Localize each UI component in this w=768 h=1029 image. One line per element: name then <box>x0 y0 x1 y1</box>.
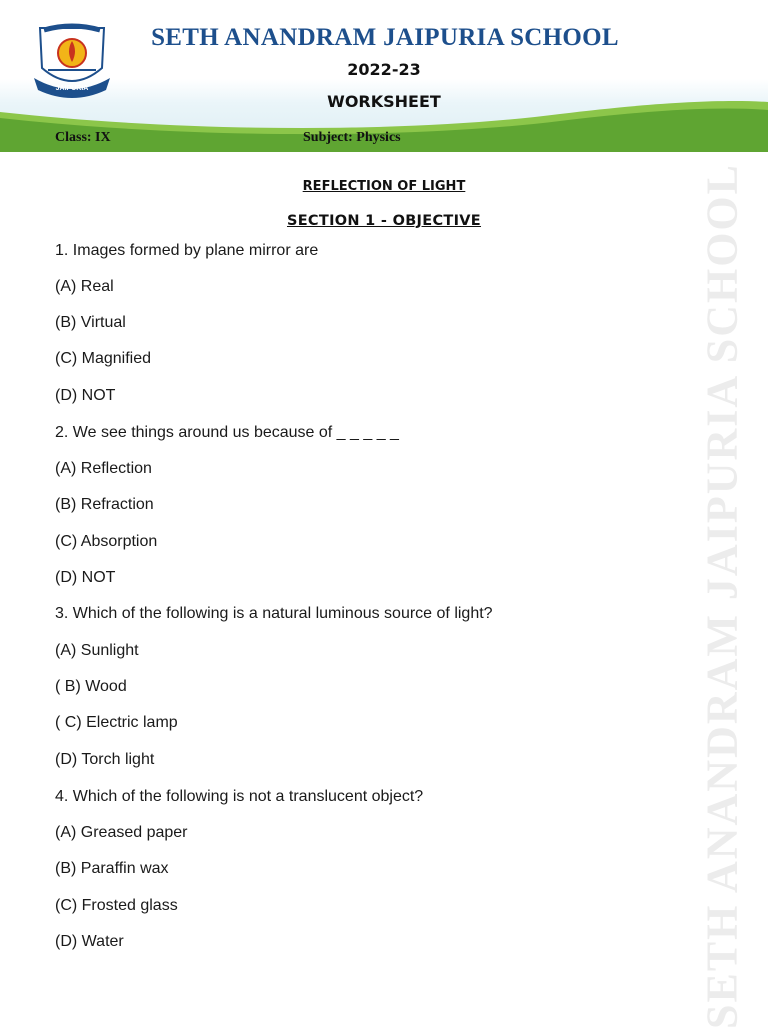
worksheet-title: REFLECTION OF LIGHT <box>302 179 466 194</box>
option-line: (A) Greased paper <box>55 824 188 841</box>
option-line: (C) Absorption <box>55 533 158 550</box>
question-1: 1. Images formed by plane mirror are <box>55 242 319 259</box>
option-line: (D) Water <box>55 933 124 950</box>
academic-year: 2022-23 <box>347 60 421 79</box>
option-line: (D) Torch light <box>55 751 155 768</box>
class-label: Class: IX <box>55 130 111 145</box>
question-3: 3. Which of the following is a natural luminous source of light? <box>55 605 493 622</box>
option-line: (B) Paraffin wax <box>55 860 169 877</box>
school-name: SETH ANANDRAM JAIPURIA SCHOOL <box>151 24 619 51</box>
option-line: (C) Frosted glass <box>55 897 178 914</box>
option-line: (D) NOT <box>55 387 116 404</box>
option-line: (A) Real <box>55 278 114 295</box>
option-line: ( C) Electric lamp <box>55 714 178 731</box>
school-watermark: SETH ANANDRAM JAIPURIA SCHOOL <box>697 163 747 1029</box>
option-line: (C) Magnified <box>55 350 152 367</box>
logo-text: JAIPURIA <box>55 85 89 92</box>
option-line: (B) Refraction <box>55 496 154 513</box>
option-line: (A) Reflection <box>55 460 152 477</box>
option-line: ( B) Wood <box>55 678 127 695</box>
option-line: (A) Sunlight <box>55 642 139 659</box>
option-line: (D) NOT <box>55 569 116 586</box>
school-logo <box>30 20 114 100</box>
section-heading: SECTION 1 - OBJECTIVE <box>286 213 482 229</box>
question-4: 4. Which of the following is not a translucent object? <box>55 788 424 805</box>
document-type: WORKSHEET <box>327 92 441 111</box>
subject-label: Subject: Physics <box>303 130 401 145</box>
header-banner <box>0 0 768 152</box>
option-line: (B) Virtual <box>55 314 126 331</box>
question-2: 2. We see things around us because of _ _ _ _ _ <box>55 424 399 441</box>
